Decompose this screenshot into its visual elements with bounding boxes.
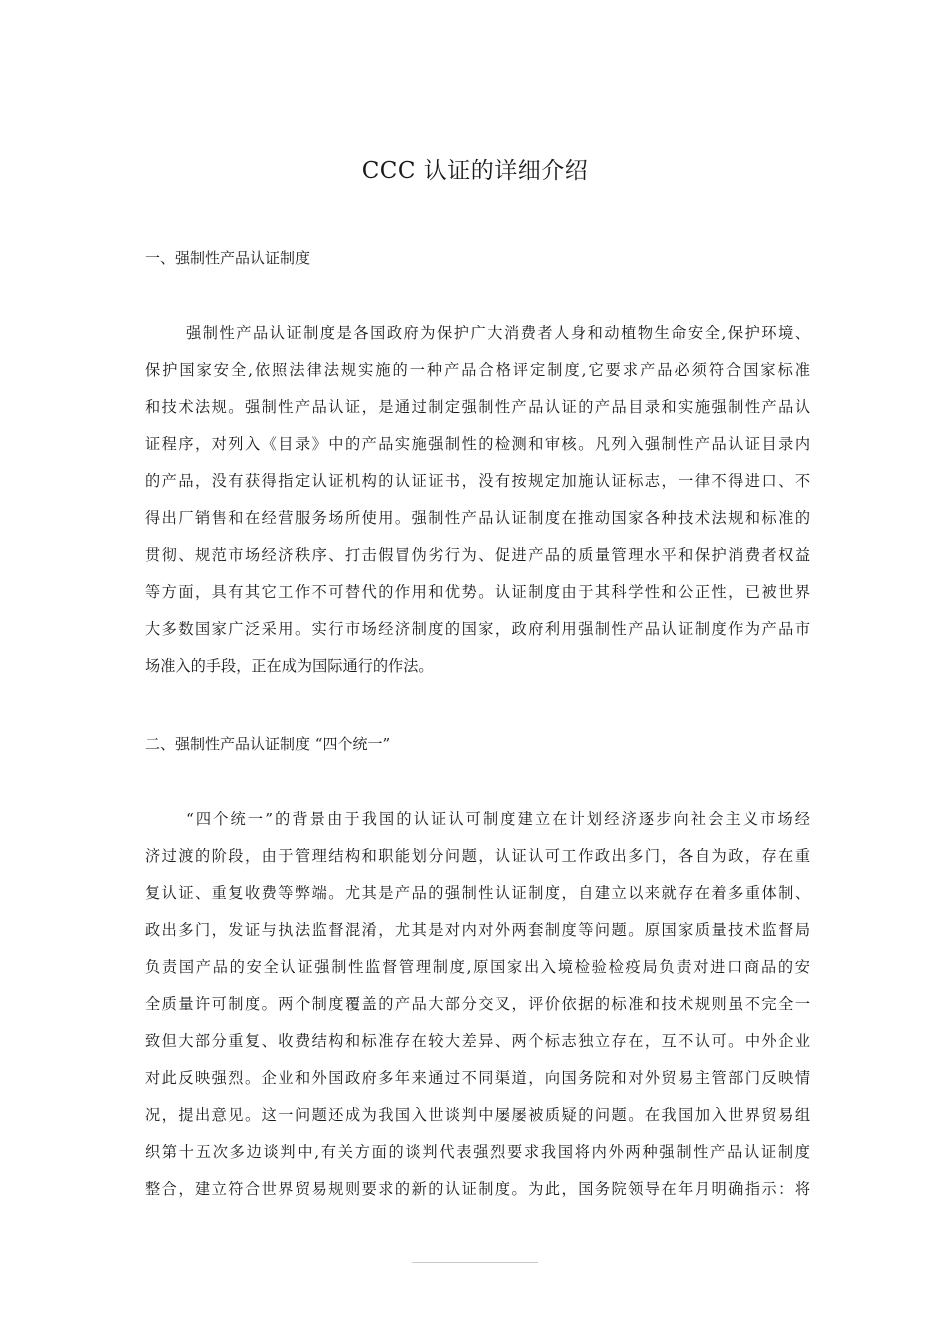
paragraph-line: 贯彻、规范市场经济秩序、打击假冒伪劣行为、促进产品的质量管理水平和保护消费者权益 [145,546,810,564]
paragraph-line: 政出多门，发证与执法监督混淆，尤其是对内对外两套制度等问题。原国家质量技术监督局 [145,921,810,939]
paragraph-line: 复认证、重复收费等弊端。尤其是产品的强制性认证制度，自建立以来就存在着多重体制、 [145,884,810,902]
paragraph-line: “四个统一”的背景由于我国的认证认可制度建立在计划经济逐步向社会主义市场经 [186,810,810,828]
paragraph-line: 场准入的手段，正在成为国际通行的作法。 [145,657,434,675]
paragraph-line: 全质量许可制度。两个制度覆盖的产品大部分交叉，评价依据的标准和技术规则虽不完全一 [145,995,810,1013]
paragraph-line: 得出厂销售和在经营服务场所使用。强制性产品认证制度在推动国家各种技术法规和标准的 [145,509,810,527]
paragraph-line: 和技术法规。强制性产品认证，是通过制定强制性产品认证的产品目录和实施强制性产品认 [145,398,810,416]
paragraph-line: 致但大部分重复、收费结构和标准存在较大差异、两个标志独立存在，互不认可。中外企业 [145,1032,810,1050]
section-2-paragraph [145,801,810,1208]
paragraph-line: 强制性产品认证制度是各国政府为保护广大消费者人身和动植物生命安全,保护环境、 [186,324,810,342]
paragraph-line: 证程序，对列入《目录》中的产品实施强制性的检测和审核。凡列入强制性产品认证目录内 [145,435,810,453]
paragraph-line: 的产品，没有获得指定认证机构的认证证书，没有按规定加施认证标志，一律不得进口、不 [145,472,810,490]
paragraph-line: 负责国产品的安全认证强制性监督管理制度,原国家出入境检验检疫局负责对进口商品的安 [145,958,810,976]
paragraph-line: 对此反映强烈。企业和外国政府多年来通过不同渠道，向国务院和对外贸易主管部门反映情 [145,1069,810,1087]
footer-divider [412,1262,538,1263]
paragraph-line: 况，提出意见。这一问题还成为我国入世谈判中屡屡被质疑的问题。在我国加入世界贸易组 [145,1106,810,1124]
paragraph-line: 济过渡的阶段，由于管理结构和职能划分问题，认证认可工作政出多门，各自为政，存在重 [145,847,810,865]
section-heading-2: 二、强制性产品认证制度 “四个统一” [145,735,391,753]
paragraph-line: 织第十五次多边谈判中,有关方面的谈判代表强烈要求我国将内外两种强制性产品认证制度 [145,1143,810,1161]
paragraph-line: 等方面，具有其它工作不可替代的作用和优势。认证制度由于其科学性和公正性，已被世界 [145,583,810,601]
section-1-paragraph [145,315,810,685]
paragraph-line: 保护国家安全,依照法律法规实施的一种产品合格评定制度,它要求产品必须符合国家标准 [145,361,810,379]
section-heading-1: 一、强制性产品认证制度 [145,249,311,267]
paragraph-line: 整合，建立符合世界贸易规则要求的新的认证制度。为此，国务院领导在年月明确指示：将 [145,1180,810,1198]
document-title: CCC 认证的详细介绍 [361,158,589,184]
paragraph-line: 大多数国家广泛采用。实行市场经济制度的国家，政府利用强制性产品认证制度作为产品市 [145,620,810,638]
